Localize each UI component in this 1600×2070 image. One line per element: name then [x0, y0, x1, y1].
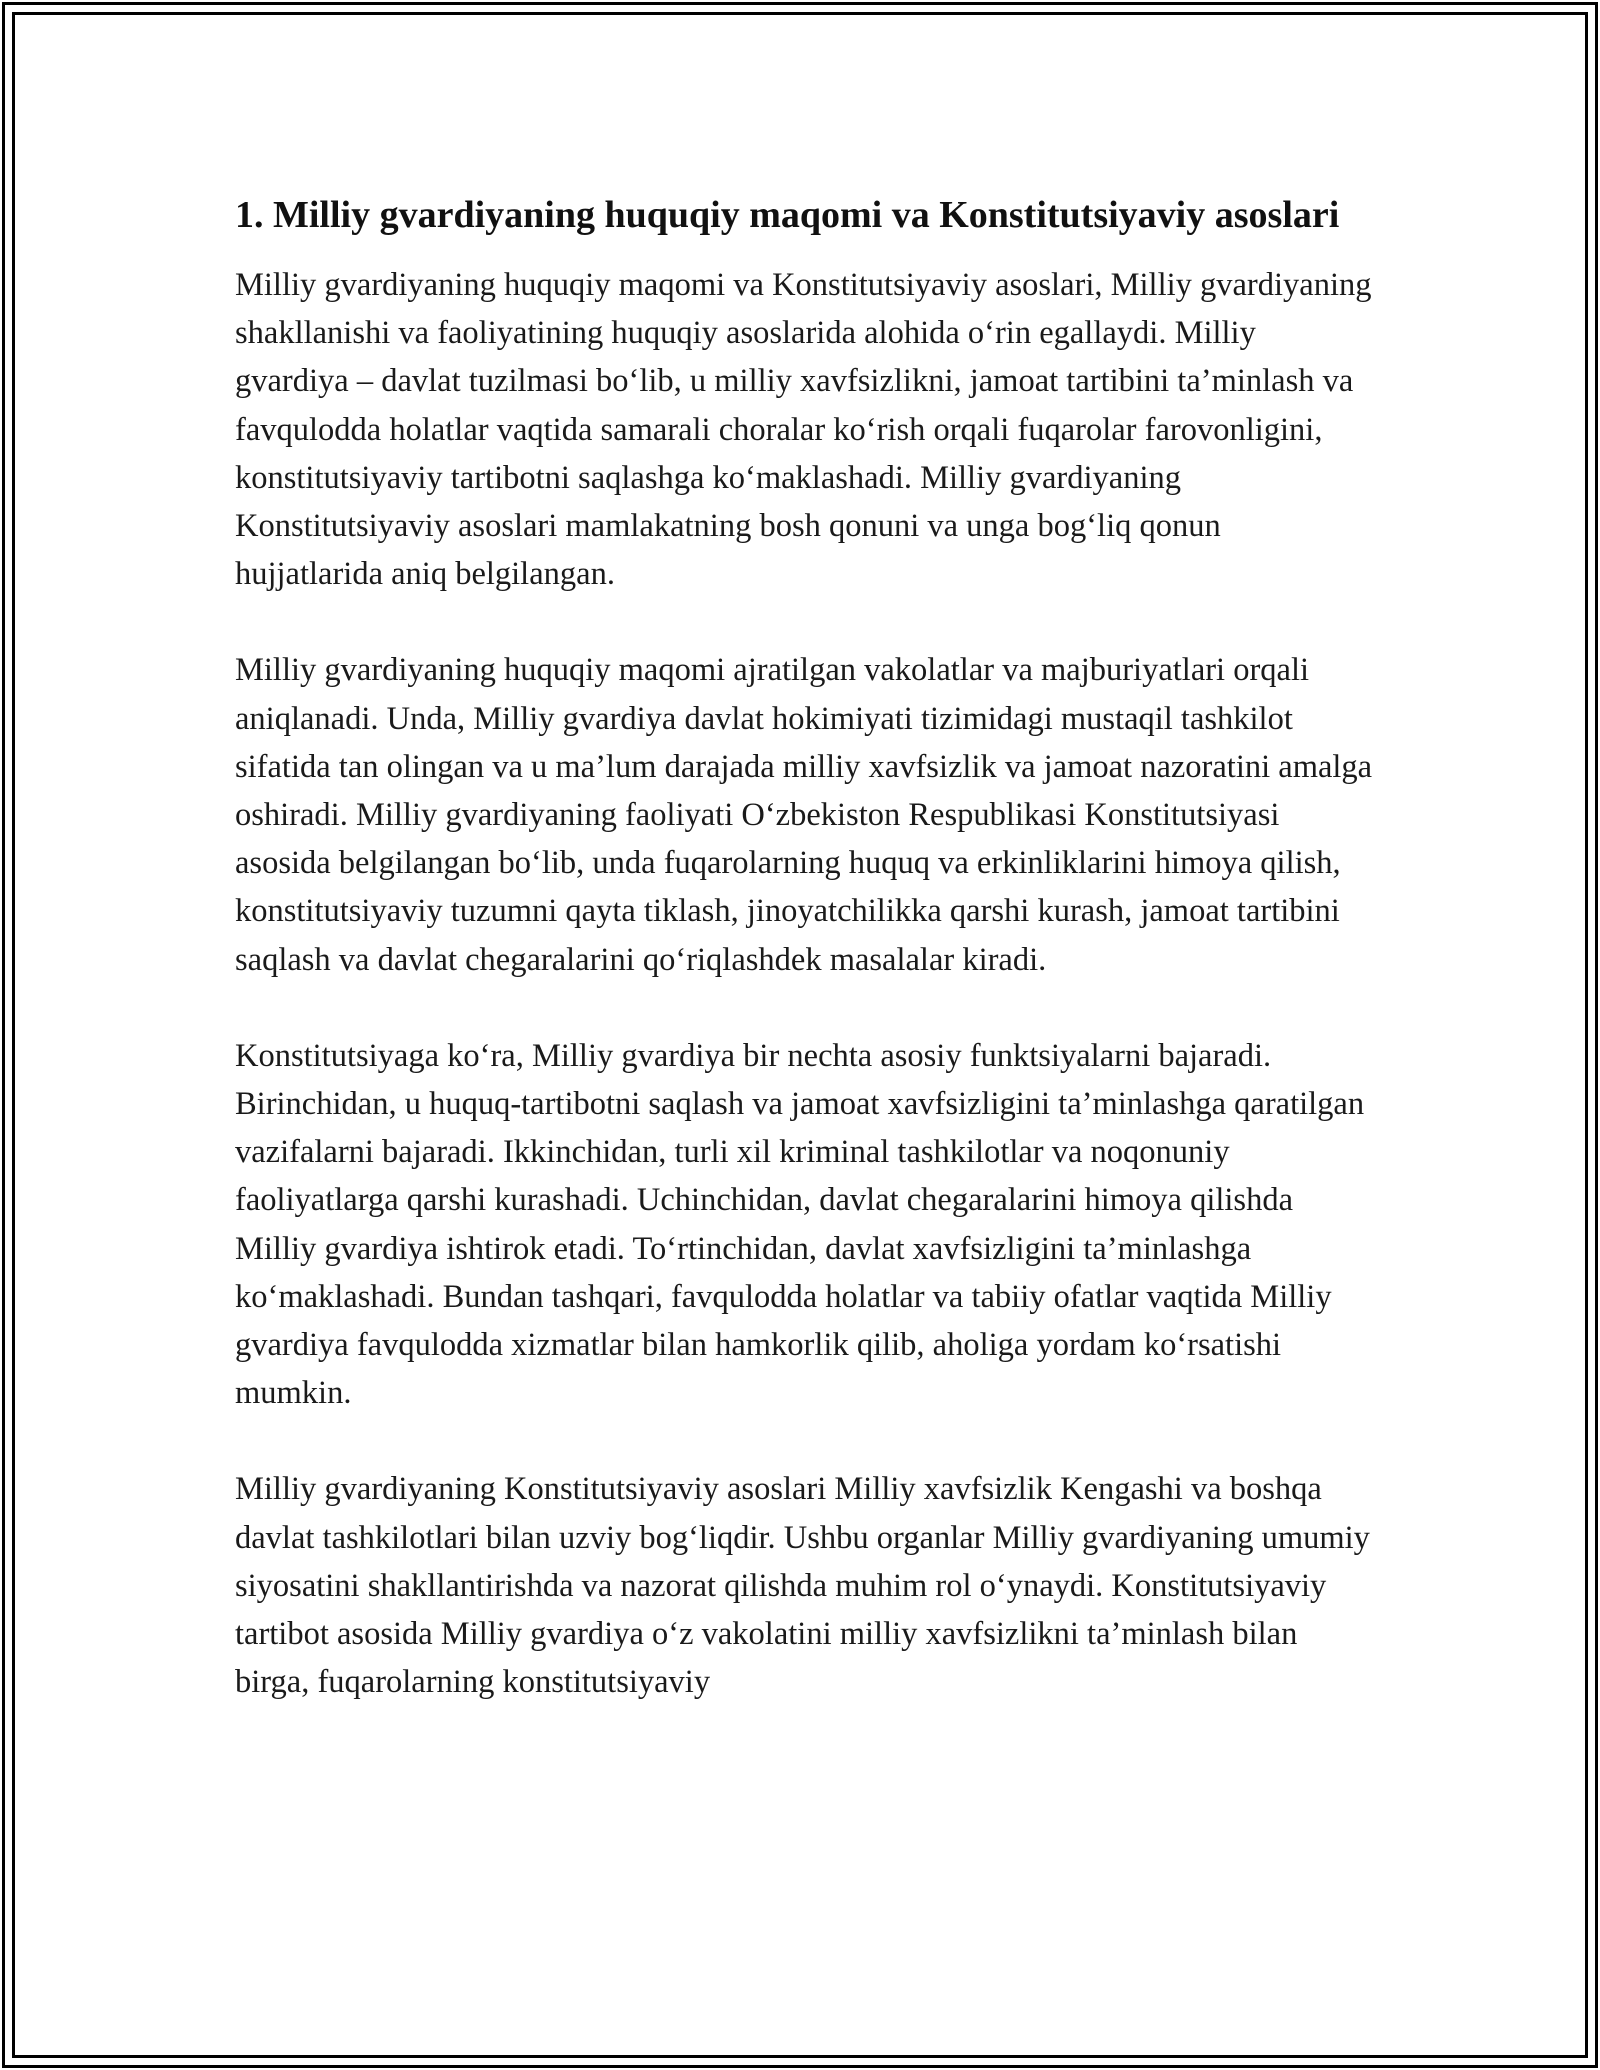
document-body	[235, 188, 1375, 1706]
section-heading: 1. Milliy gvardiyaning huquqiy maqomi va Konstitutsiyaviy asoslari	[235, 194, 1340, 236]
paragraph-4: Milliy gvardiyaning Konstitutsiyaviy asoslari Milliy xavfsizlik Kengashi va boshqa davlat tashkilotlari bilan uzviy bog‘liqdir. Ushbu organlar Milliy gvardiyaning umumiy siyosatini shakllantirishda va nazorat qilishda muhim rol o‘ynaydi. Konstitutsiyaviy tartibot asosida Milliy gvardiya o‘z vakolatini milliy xavfsizlikni ta’minlash bilan birga, fuqarolarning konstitutsiyaviy	[235, 1471, 1370, 1701]
paragraph-2: Milliy gvardiyaning huquqiy maqomi ajratilgan vakolatlar va majburiyatlari orqali aniqlanadi. Unda, Milliy gvardiya davlat hokimiyati tizimidagi mustaqil tashkilot sifatida tan olingan va u ma’lum darajada milliy xavfsizlik va jamoat nazoratini amalga oshiradi. Milliy gvardiyaning faoliyati O‘zbekiston Respublikasi Konstitutsiyasi asosida belgilangan bo‘lib, unda fuqarolarning huquq va erkinliklarini himoya qilish, konstitutsiyaviy tuzumni qayta tiklash, jinoyatchilikka qarshi kurash, jamoat tartibini saqlash va davlat chegaralarini qo‘riqlashdek masalalar kiradi.	[235, 652, 1373, 978]
paragraph-3: Konstitutsiyaga ko‘ra, Milliy gvardiya bir nechta asosiy funktsiyalarni bajaradi. Birinchidan, u huquq-tartibotni saqlash va jamoat xavfsizligini ta’minlashga qaratilgan vazifalarni bajaradi. Ikkinchidan, turli xil kriminal tashkilotlar va noqonuniy faoliyatlarga qarshi kurashadi. Uchinchidan, davlat chegaralarini himoya qilishda Milliy gvardiya ishtirok etadi. To‘rtinchidan, davlat xavfsizligini ta’minlashga ko‘maklashadi. Bundan tashqari, favqulodda holatlar va tabiiy ofatlar vaqtida Milliy gvardiya favqulodda xizmatlar bilan hamkorlik qilib, aholiga yordam ko‘rsatishi mumkin.	[235, 1037, 1365, 1412]
paragraph-1: Milliy gvardiyaning huquqiy maqomi va Konstitutsiyaviy asoslari, Milliy gvardiyaning shakllanishi va faoliyatining huquqiy asoslarida alohida o‘rin egallaydi. Milliy gvardiya – davlat tuzilmasi bo‘lib, u milliy xavfsizlikni, jamoat tartibini ta’minlash va favqulodda holatlar vaqtida samarali choralar ko‘rish orqali fuqarolar farovonligini, konstitutsiyaviy tartibotni saqlashga ko‘maklashadi. Milliy gvardiyaning Konstitutsiyaviy asoslari mamlakatning bosh qonuni va unga bog‘liq qonun hujjatlarida aniq belgilangan.	[235, 267, 1372, 593]
